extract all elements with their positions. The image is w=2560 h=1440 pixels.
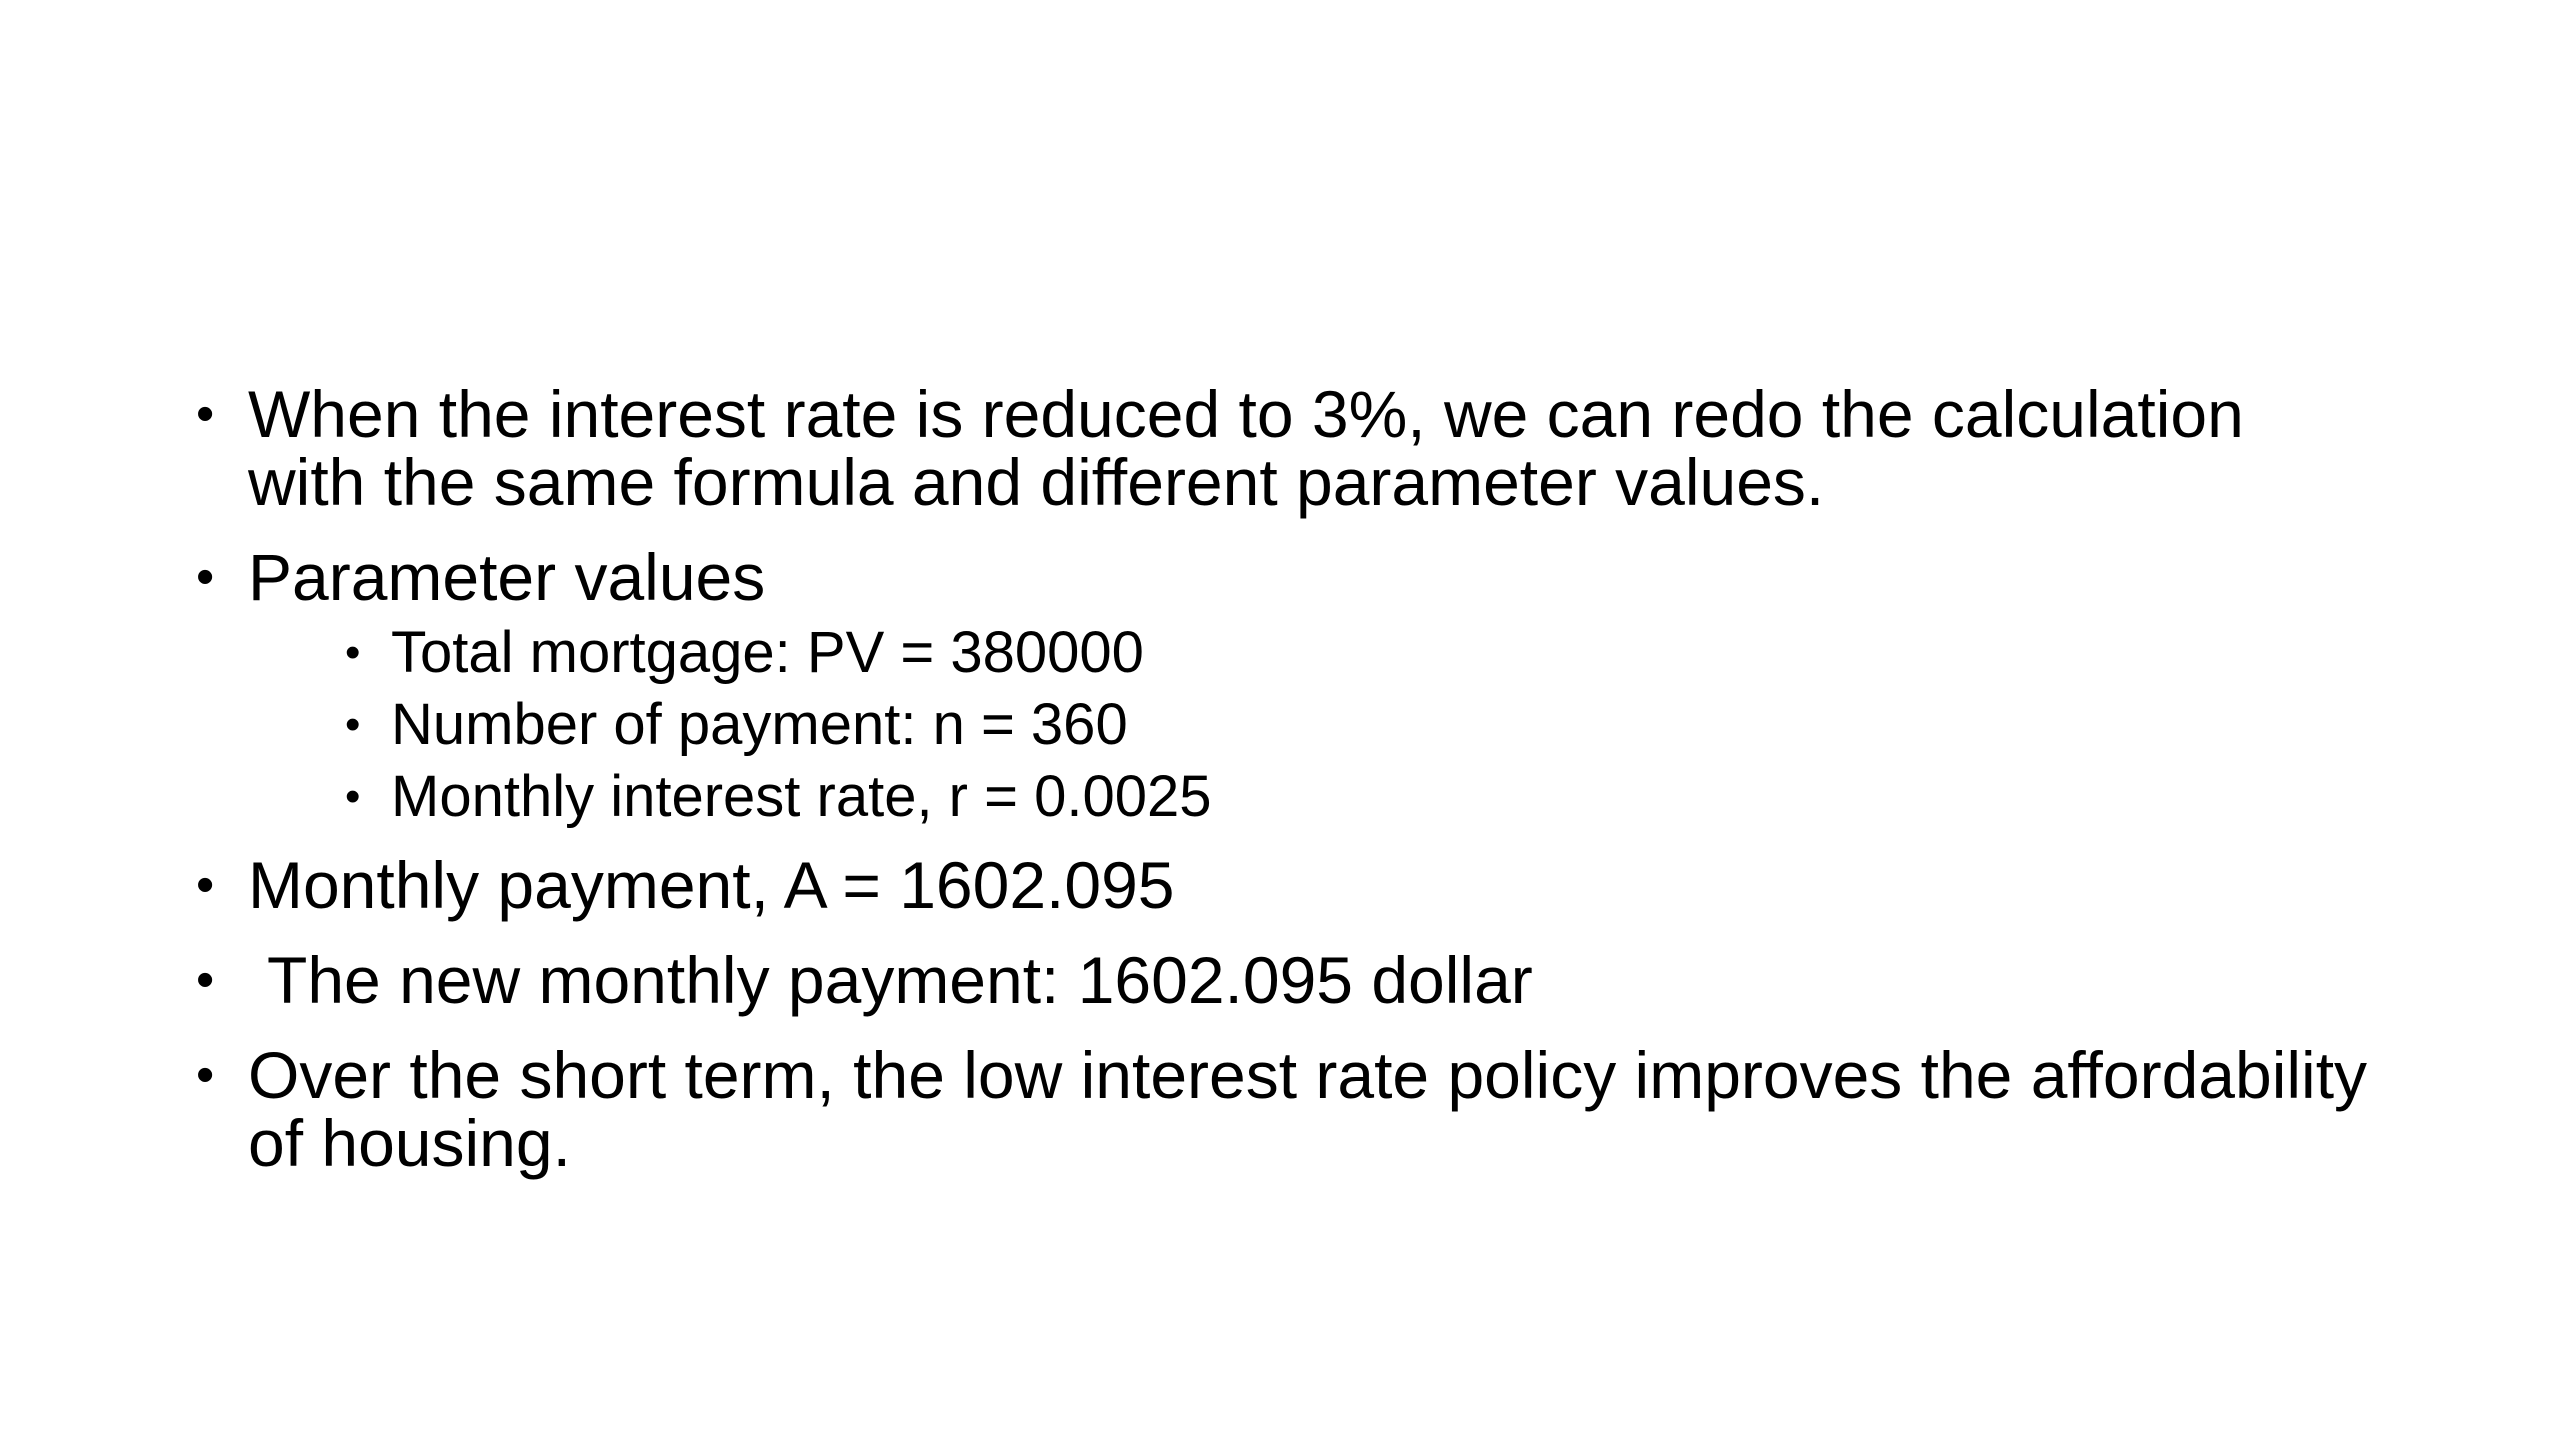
sub-bullet-text: Monthly interest rate, r = 0.0025 [391,764,1212,829]
bullet-dot-icon: • [196,856,215,914]
bullet-text: Parameter values [248,540,766,614]
bullet-text: The new monthly payment: 1602.095 dollar [267,943,1533,1017]
sub-bullet-text: Total mortgage: PV = 380000 [391,620,1144,685]
sub-bullet-dot-icon: • [345,700,361,749]
sub-bullet-monthly-interest-rate [345,761,2376,833]
bullet-dot-icon: • [196,548,215,606]
bullet-text: Monthly payment, A = 1602.095 [248,848,1175,922]
bullet-dot-icon: • [196,1046,215,1104]
sub-bullet-dot-icon: • [345,772,361,821]
sub-bullet-text: Number of payment: n = 360 [391,692,1128,757]
bullet-dot-icon: • [196,385,215,443]
bullet-item-interest-rate [196,377,2376,519]
sub-bullet-total-mortgage [345,617,2376,689]
bullet-item-new-monthly-payment [196,943,2376,1017]
sub-bullet-dot-icon: • [345,628,361,677]
bullet-text: Over the short term, the low interest rate policy improves the affordability of housing. [248,1038,2368,1180]
bullet-text: When the interest rate is reduced to 3%, we can redo the calculation with the same formula and different parameter values. [248,377,2244,519]
sub-bullet-list [248,617,2376,833]
bullet-item-affordability [196,1038,2376,1180]
bullet-list [196,377,2376,1204]
bullet-item-monthly-payment [196,848,2376,922]
sub-bullet-number-of-payment [345,689,2376,761]
bullet-dot-icon: • [196,951,215,1009]
bullet-item-parameter-values [196,540,2376,833]
